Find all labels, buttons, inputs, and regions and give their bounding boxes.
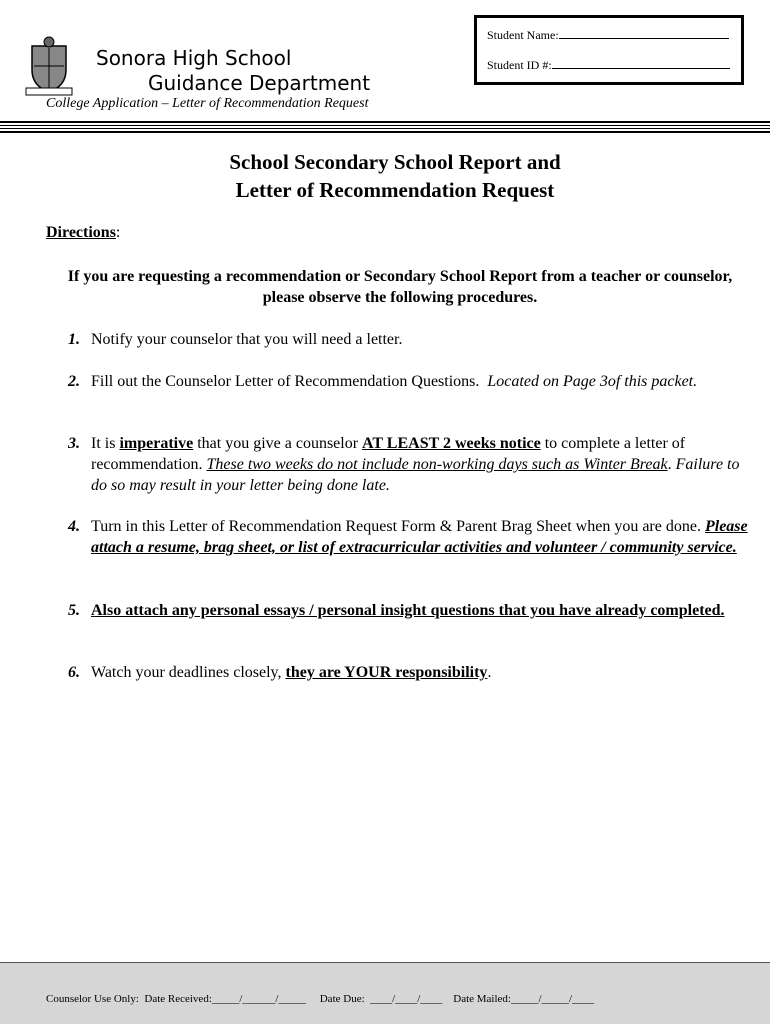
counselor-use-footer xyxy=(0,962,770,1024)
list-item: 4. Turn in this Letter of Recommendation Request Form & Parent Brag Sheet when you are done. Please attach a resume, brag sheet, or list of extracurricular activities and volunteer / community service. xyxy=(68,518,748,556)
list-item: 1. Notify your counselor that you will need a letter. xyxy=(68,331,403,348)
student-name-field[interactable] xyxy=(559,26,729,39)
school-crest-icon xyxy=(24,36,74,96)
intro-text: If you are requesting a recommendation or Secondary School Report from a teacher or counselor, please observe the following procedures. xyxy=(67,268,733,306)
header-divider xyxy=(0,121,770,133)
list-item: 3. It is imperative that you give a counselor AT LEAST 2 weeks notice to complete a letter of recommendation. These two weeks do not include non-working days such as Winter Break. Failure to do so may result in your letter being done late. xyxy=(68,435,740,494)
page-title-line2: Letter of Recommendation Request xyxy=(235,178,555,202)
list-item: 6. Watch your deadlines closely, they are YOUR responsibility. xyxy=(68,664,492,681)
counselor-use-text: Counselor Use Only: Date Received:_____/______/_____ Date Due: ____/____/____ Date Mailed:_____/_____/____ xyxy=(46,993,595,1005)
list-item: 5. Also attach any personal essays / personal insight questions that you have already completed. xyxy=(68,602,725,619)
student-name-label: Student Name: xyxy=(487,28,559,42)
list-item: 2. Fill out the Counselor Letter of Recommendation Questions. Located on Page 3of this packet. xyxy=(68,373,698,390)
school-name: Sonora High School xyxy=(96,46,292,70)
department-name: Guidance Department xyxy=(148,71,371,95)
directions-heading: Directions: xyxy=(46,224,121,241)
student-id-field[interactable] xyxy=(552,56,730,69)
student-id-label: Student ID #: xyxy=(487,58,552,72)
form-subtitle: College Application – Letter of Recommendation Request xyxy=(46,96,369,111)
student-id-box xyxy=(474,15,744,85)
page-title-line1: School Secondary School Report and xyxy=(229,150,561,174)
